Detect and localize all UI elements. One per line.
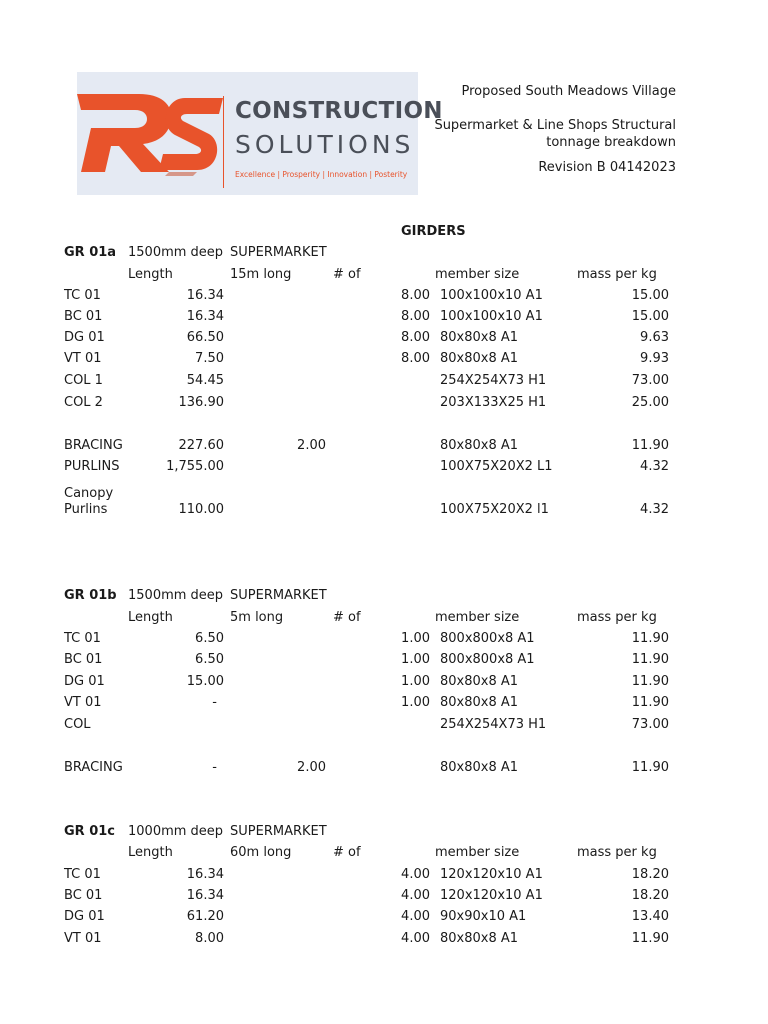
row-qty: 4.00 (401, 909, 430, 924)
row-member: 100X75X20X2 L1 (440, 459, 553, 474)
logo-tagline: Excellence | Prosperity | Innovation | Posterity (235, 170, 408, 179)
row-mass: 11.90 (631, 438, 669, 453)
project-name: Proposed South Meadows Village (461, 84, 676, 99)
col-header-member-size: member size (435, 267, 520, 282)
logo-wordmark-solutions: SOLUTIONS (235, 130, 415, 159)
row-length: 6.50 (195, 652, 224, 667)
row-item: TC 01 (64, 288, 101, 303)
group-span: 15m long (230, 267, 292, 282)
col-header-mass: mass per kg (577, 267, 657, 282)
group-location: SUPERMARKET (230, 588, 327, 603)
row-mass: 15.00 (631, 288, 669, 303)
row-qty: 1.00 (401, 674, 430, 689)
group-depth: 1500mm deep (128, 245, 224, 260)
section-title-girders: GIRDERS (401, 224, 466, 239)
row-mass: 25.00 (631, 395, 669, 410)
row-count: 2.00 (297, 438, 326, 453)
row-length: 15.00 (186, 674, 224, 689)
row-length: 16.34 (186, 867, 224, 882)
row-mass: 11.90 (631, 760, 669, 775)
row-mass: 11.90 (631, 931, 669, 946)
row-mass: 11.90 (631, 695, 669, 710)
row-length: 54.45 (186, 373, 224, 388)
row-qty: 4.00 (401, 888, 430, 903)
row-mass: 4.32 (640, 502, 669, 517)
row-mass: 9.63 (640, 330, 669, 345)
row-member: 800x800x8 A1 (440, 631, 535, 646)
row-member: 203X133X25 H1 (440, 395, 547, 410)
col-header-member-size: member size (435, 845, 520, 860)
row-length: 1,755.00 (166, 459, 224, 474)
row-length: 227.60 (178, 438, 224, 453)
row-member: 80x80x8 A1 (440, 438, 519, 453)
row-qty: 1.00 (401, 695, 430, 710)
row-qty: 8.00 (401, 351, 430, 366)
row-item-line1: Canopy (64, 486, 114, 501)
row-item: TC 01 (64, 867, 101, 882)
row-member: 80x80x8 A1 (440, 351, 519, 366)
row-item: VT 01 (64, 351, 102, 366)
row-length: 136.90 (178, 395, 224, 410)
row-length: 16.34 (186, 309, 224, 324)
row-length: 6.50 (195, 631, 224, 646)
row-mass: 73.00 (631, 373, 669, 388)
group-span: 5m long (230, 610, 284, 625)
row-length: 7.50 (195, 351, 224, 366)
row-item: Purlins (64, 502, 108, 517)
row-member: 80x80x8 A1 (440, 695, 519, 710)
row-mass: 11.90 (631, 631, 669, 646)
row-length: 16.34 (186, 288, 224, 303)
row-item: DG 01 (64, 674, 105, 689)
row-length: 61.20 (186, 909, 224, 924)
group-location: SUPERMARKET (230, 245, 327, 260)
scope-line-1: Supermarket & Line Shops Structural (434, 118, 676, 133)
company-logo (77, 72, 443, 195)
row-qty: 4.00 (401, 867, 430, 882)
col-header-member-size: member size (435, 610, 520, 625)
col-header-mass: mass per kg (577, 845, 657, 860)
row-qty: 1.00 (401, 631, 430, 646)
row-item: BRACING (64, 760, 123, 775)
row-count: 2.00 (297, 760, 326, 775)
row-length: 66.50 (186, 330, 224, 345)
row-mass: 11.90 (631, 674, 669, 689)
row-member: 120x120x10 A1 (440, 867, 543, 882)
group-location: SUPERMARKET (230, 824, 327, 839)
group-id: GR 01a (64, 245, 117, 260)
logo-divider (223, 96, 224, 188)
row-item: BRACING (64, 438, 123, 453)
row-item: DG 01 (64, 909, 105, 924)
row-member: 254X254X73 H1 (440, 717, 547, 732)
row-member: 120x120x10 A1 (440, 888, 543, 903)
row-member: 100X75X20X2 l1 (440, 502, 549, 517)
row-length: - (212, 760, 217, 775)
scope-line-2: tonnage breakdown (546, 135, 676, 150)
row-length: 8.00 (195, 931, 224, 946)
row-item: TC 01 (64, 631, 101, 646)
row-mass: 11.90 (631, 652, 669, 667)
row-member: 90x90x10 A1 (440, 909, 527, 924)
row-item: BC 01 (64, 309, 103, 324)
row-length: 16.34 (186, 888, 224, 903)
row-member: 80x80x8 A1 (440, 931, 519, 946)
row-member: 100x100x10 A1 (440, 288, 543, 303)
row-item: DG 01 (64, 330, 105, 345)
group-id: GR 01c (64, 824, 116, 839)
row-mass: 18.20 (631, 867, 669, 882)
row-member: 80x80x8 A1 (440, 330, 519, 345)
row-member: 254X254X73 H1 (440, 373, 547, 388)
col-header-mass: mass per kg (577, 610, 657, 625)
row-qty: 8.00 (401, 330, 430, 345)
row-item: COL 2 (64, 395, 103, 410)
row-mass: 4.32 (640, 459, 669, 474)
row-mass: 9.93 (640, 351, 669, 366)
col-header-count: # of (333, 267, 361, 282)
col-header-count: # of (333, 610, 361, 625)
col-header-length: Length (128, 610, 173, 625)
row-item: BC 01 (64, 652, 103, 667)
row-mass: 73.00 (631, 717, 669, 732)
group-id: GR 01b (64, 588, 117, 603)
row-member: 80x80x8 A1 (440, 760, 519, 775)
row-member: 80x80x8 A1 (440, 674, 519, 689)
row-member: 100x100x10 A1 (440, 309, 543, 324)
row-mass: 15.00 (631, 309, 669, 324)
row-qty: 4.00 (401, 931, 430, 946)
logo-wordmark-construction: CONSTRUCTION (235, 98, 443, 124)
row-qty: 8.00 (401, 309, 430, 324)
row-qty: 8.00 (401, 288, 430, 303)
row-item: VT 01 (64, 695, 102, 710)
row-item: PURLINS (64, 459, 120, 474)
row-length: - (212, 695, 217, 710)
row-member: 800x800x8 A1 (440, 652, 535, 667)
row-mass: 13.40 (631, 909, 669, 924)
row-item: BC 01 (64, 888, 103, 903)
row-item: COL (64, 717, 91, 732)
group-depth: 1000mm deep (128, 824, 224, 839)
col-header-length: Length (128, 845, 173, 860)
col-header-count: # of (333, 845, 361, 860)
row-item: VT 01 (64, 931, 102, 946)
row-mass: 18.20 (631, 888, 669, 903)
rs-monogram-icon (77, 72, 227, 195)
col-header-length: Length (128, 267, 173, 282)
row-item: COL 1 (64, 373, 103, 388)
group-depth: 1500mm deep (128, 588, 224, 603)
row-qty: 1.00 (401, 652, 430, 667)
group-span: 60m long (230, 845, 292, 860)
revision-label: Revision B 04142023 (538, 160, 676, 175)
row-length: 110.00 (178, 502, 224, 517)
